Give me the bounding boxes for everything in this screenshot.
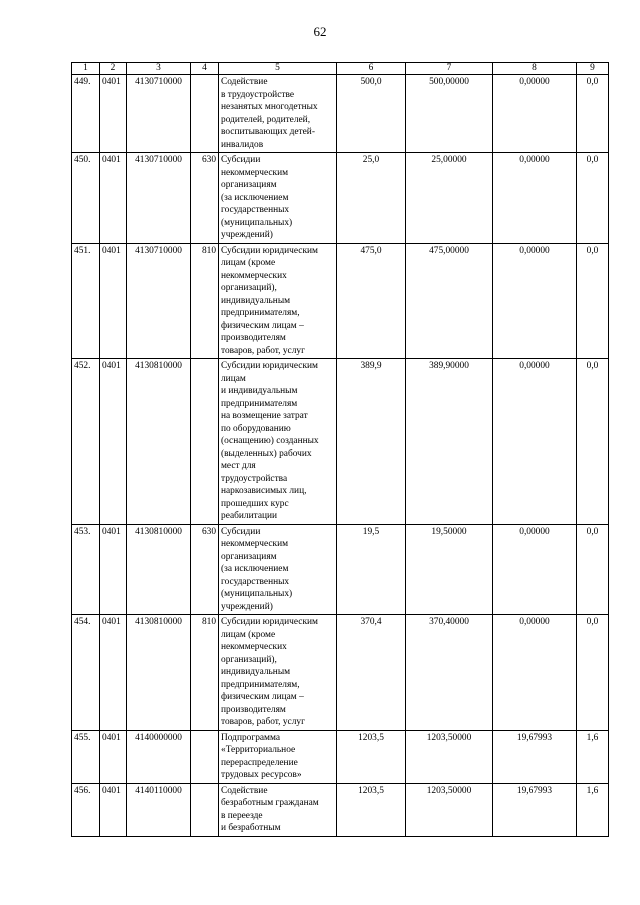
item-name: Субсидии некоммерческим организациям (за исключением государственных (муниципальных) учреждений) xyxy=(219,524,337,615)
target-code: 4140110000 xyxy=(127,783,191,836)
target-code: 4130810000 xyxy=(127,615,191,731)
header-row xyxy=(72,63,609,75)
value-plan: 500,0 xyxy=(337,75,406,153)
value-approved: 389,90000 xyxy=(406,359,493,525)
value-approved: 25,00000 xyxy=(406,153,493,244)
table-row xyxy=(72,243,609,359)
value-plan: 25,0 xyxy=(337,153,406,244)
column-header: 4 xyxy=(191,63,219,75)
column-header: 1 xyxy=(72,63,100,75)
item-name: Субсидии юридическим лицам (кроме некоммерческих организаций), индивидуальным предпринимателям, физическим лицам – производителям товаров, работ, услуг xyxy=(219,615,337,731)
value-percent: 0,0 xyxy=(577,75,609,153)
item-name: Субсидии юридическим лицам (кроме некоммерческих организаций), индивидуальным предпринимателям, физическим лицам – производителям товаров, работ, услуг xyxy=(219,243,337,359)
target-code: 4130710000 xyxy=(127,243,191,359)
expense-type xyxy=(191,75,219,153)
expense-type: 630 xyxy=(191,524,219,615)
column-header: 3 xyxy=(127,63,191,75)
target-code: 4130810000 xyxy=(127,359,191,525)
value-plan: 1203,5 xyxy=(337,730,406,783)
table-row xyxy=(72,783,609,836)
value-approved: 1203,50000 xyxy=(406,783,493,836)
value-approved: 19,50000 xyxy=(406,524,493,615)
value-percent: 1,6 xyxy=(577,730,609,783)
value-percent: 0,0 xyxy=(577,524,609,615)
item-name: Субсидии юридическим лицам и индивидуальным предпринимателям на возмещение затрат по оборудованию (оснащению) созданных (выделенных) рабочих мест для трудоустройства наркозависимых лиц, прошедших курс реабилитации xyxy=(219,359,337,525)
column-header: 7 xyxy=(406,63,493,75)
column-header: 2 xyxy=(100,63,127,75)
table-row xyxy=(72,730,609,783)
expense-type xyxy=(191,783,219,836)
row-number: 456. xyxy=(72,783,100,836)
budget-table xyxy=(71,62,609,837)
column-header: 6 xyxy=(337,63,406,75)
value-percent: 1,6 xyxy=(577,783,609,836)
row-number: 451. xyxy=(72,243,100,359)
table-body xyxy=(72,75,609,837)
expense-type: 630 xyxy=(191,153,219,244)
value-percent: 0,0 xyxy=(577,359,609,525)
section-code: 0401 xyxy=(100,243,127,359)
section-code: 0401 xyxy=(100,524,127,615)
table-row xyxy=(72,359,609,525)
expense-type xyxy=(191,730,219,783)
table-row xyxy=(72,153,609,244)
section-code: 0401 xyxy=(100,783,127,836)
row-number: 454. xyxy=(72,615,100,731)
value-percent: 0,0 xyxy=(577,243,609,359)
expense-type xyxy=(191,359,219,525)
table-row xyxy=(72,75,609,153)
value-executed: 0,00000 xyxy=(493,615,577,731)
target-code: 4130710000 xyxy=(127,153,191,244)
value-approved: 1203,50000 xyxy=(406,730,493,783)
page-number: 62 xyxy=(313,24,327,39)
section-code: 0401 xyxy=(100,730,127,783)
value-executed: 19,67993 xyxy=(493,783,577,836)
expense-type: 810 xyxy=(191,615,219,731)
value-executed: 0,00000 xyxy=(493,524,577,615)
column-header: 9 xyxy=(577,63,609,75)
table-row xyxy=(72,615,609,731)
value-plan: 475,0 xyxy=(337,243,406,359)
row-number: 453. xyxy=(72,524,100,615)
section-code: 0401 xyxy=(100,359,127,525)
target-code: 4130710000 xyxy=(127,75,191,153)
value-approved: 500,00000 xyxy=(406,75,493,153)
item-name: Содействие в трудоустройстве незанятых многодетных родителей, родителей, воспитывающих детей- инвалидов xyxy=(219,75,337,153)
value-executed: 0,00000 xyxy=(493,75,577,153)
value-executed: 0,00000 xyxy=(493,153,577,244)
value-plan: 1203,5 xyxy=(337,783,406,836)
value-plan: 389,9 xyxy=(337,359,406,525)
value-percent: 0,0 xyxy=(577,153,609,244)
section-code: 0401 xyxy=(100,153,127,244)
row-number: 452. xyxy=(72,359,100,525)
expense-type: 810 xyxy=(191,243,219,359)
item-name: Содействие безработным гражданам в переезде и безработным xyxy=(219,783,337,836)
section-code: 0401 xyxy=(100,75,127,153)
row-number: 450. xyxy=(72,153,100,244)
value-plan: 370,4 xyxy=(337,615,406,731)
value-approved: 370,40000 xyxy=(406,615,493,731)
target-code: 4130810000 xyxy=(127,524,191,615)
item-name: Субсидии некоммерческим организациям (за исключением государственных (муниципальных) учреждений) xyxy=(219,153,337,244)
row-number: 455. xyxy=(72,730,100,783)
value-executed: 0,00000 xyxy=(493,359,577,525)
value-plan: 19,5 xyxy=(337,524,406,615)
column-header: 8 xyxy=(493,63,577,75)
row-number: 449. xyxy=(72,75,100,153)
value-executed: 19,67993 xyxy=(493,730,577,783)
value-executed: 0,00000 xyxy=(493,243,577,359)
section-code: 0401 xyxy=(100,615,127,731)
value-approved: 475,00000 xyxy=(406,243,493,359)
value-percent: 0,0 xyxy=(577,615,609,731)
item-name: Подпрограмма «Территориальное перераспределение трудовых ресурсов» xyxy=(219,730,337,783)
column-header: 5 xyxy=(219,63,337,75)
target-code: 4140000000 xyxy=(127,730,191,783)
table-row xyxy=(72,524,609,615)
